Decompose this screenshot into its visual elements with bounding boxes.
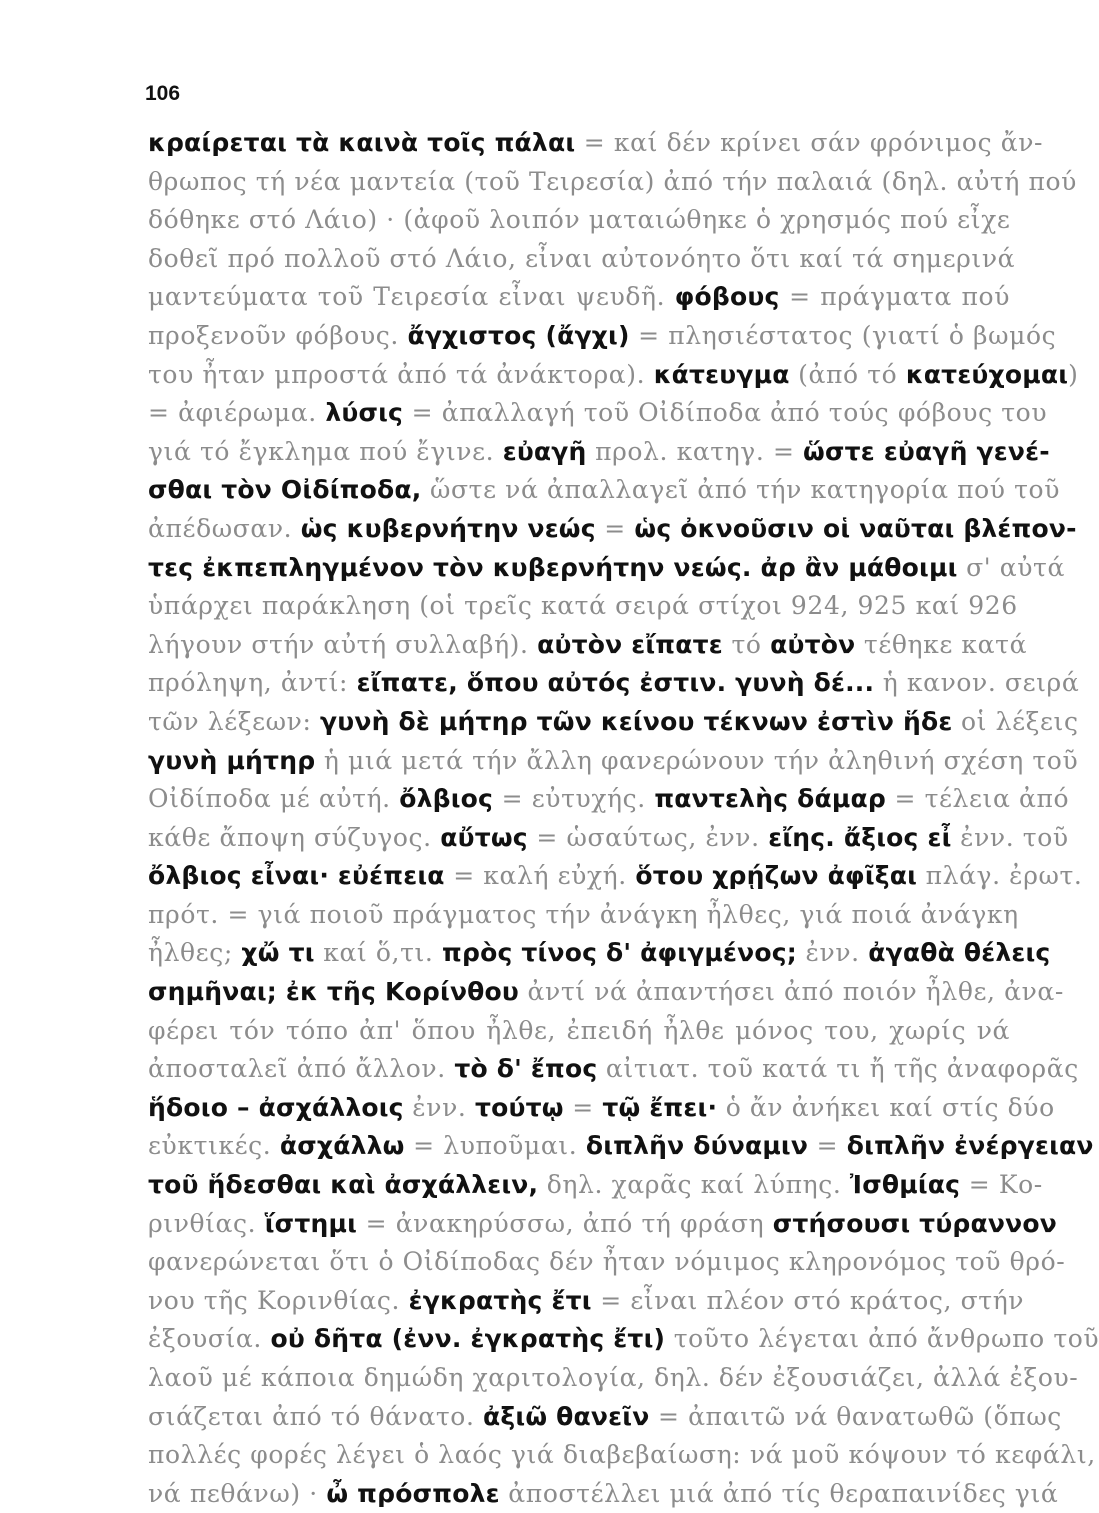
- lemma-term: ἐγκρατὴς ἔτι: [408, 1285, 592, 1315]
- lemma-term: διπλῆν δύναμιν: [585, 1131, 809, 1161]
- gloss-text: =: [563, 1092, 603, 1122]
- gloss-text: δόθηκε στό Λάιο) · (ἀφοῦ λοιπόν ματαιώθηκε ὁ χρησμός πού εἶχε: [148, 205, 1011, 235]
- gloss-text: φέρει τόν τόπο ἀπ' ὅπου ἦλθε, ἐπειδή ἦλθε μόνος του, χωρίς νά: [148, 1015, 1010, 1045]
- gloss-text: του ἦταν μπροστά ἀπό τά ἀνάκτορα).: [148, 359, 654, 389]
- gloss-text: = εἶναι πλέον στό κράτος, στήν: [591, 1285, 1025, 1315]
- gloss-text: δοθεῖ πρό πολλοῦ στό Λάιο, εἶναι αὐτονόητο ὅτι καί τά σημερινά: [148, 243, 1016, 273]
- lemma-term: ἀξιῶ θανεῖν: [483, 1401, 650, 1431]
- text-line: [148, 1243, 1066, 1282]
- text-line: [148, 240, 1016, 279]
- gloss-text: ἐξουσία.: [148, 1324, 271, 1354]
- gloss-text: τό: [722, 629, 771, 659]
- gloss-text: = καί δέν κρίνει σάν φρόνιμος ἄν-: [575, 128, 1044, 157]
- gloss-text: νου τῆς Κορινθίας.: [148, 1285, 409, 1315]
- gloss-text: = ἀπαιτῶ νά θανατωθῶ (ὅπως: [649, 1401, 1062, 1431]
- gloss-text: ἡ κανον. σειρά: [874, 668, 1080, 698]
- gloss-text: ἀποσταλεῖ ἀπό ἄλλον.: [148, 1054, 455, 1084]
- lemma-term: εἴπατε, ὅπου αὐτός ἐστιν. γυνὴ δέ...: [356, 668, 875, 698]
- lemma-term: γυνὴ δὲ μήτηρ τῶν κείνου τέκνων ἐστὶν ἥδε: [320, 706, 953, 736]
- gloss-text: ὁ ἄν ἀνήκει καί στίς δύο: [717, 1092, 1055, 1122]
- lemma-term: λύσις: [325, 398, 404, 428]
- lemma-term: τες ἐκπεπληγμένον τὸν κυβερνήτην νεώς. ἀρ ἂν μάθοιμι: [148, 552, 958, 582]
- text-line: [148, 356, 1079, 395]
- gloss-text: ἀπέδωσαν.: [148, 513, 301, 543]
- gloss-text: σιάζεται ἀπό τό θάνατο.: [148, 1401, 484, 1431]
- text-line: [148, 1475, 1059, 1513]
- gloss-text: καί ὅ,τι.: [314, 938, 442, 968]
- lemma-term: ἥδοιο – ἀσχάλλοις: [148, 1092, 404, 1122]
- lemma-term: ὅτου χρῄζων ἀφῖξαι: [635, 861, 918, 891]
- lemma-term: τούτῳ: [474, 1092, 564, 1122]
- text-line: [148, 934, 1051, 973]
- lemma-term: ὡς ὀκνοῦσιν οἱ ναῦται βλέπον-: [634, 513, 1077, 543]
- gloss-text: πολλές φορές λέγει ὁ λαός γιά διαβεβαίωση: νά μοῦ κόψουν τό κεφάλι,: [148, 1440, 1096, 1470]
- text-line: [148, 124, 1044, 163]
- text-line: [148, 973, 1064, 1012]
- text-line: [148, 278, 1010, 317]
- gloss-text: =: [808, 1131, 847, 1161]
- lemma-term: τῷ ἔπει·: [602, 1092, 718, 1122]
- lemma-term: αὐτὸν εἴπατε: [537, 629, 723, 659]
- gloss-text: = εὐτυχής.: [493, 784, 655, 814]
- text-line: [148, 1398, 1062, 1437]
- gloss-text: ): [1068, 359, 1079, 389]
- gloss-text: τοῦτο λέγεται ἀπό ἄνθρωπο τοῦ: [665, 1324, 1099, 1354]
- gloss-text: τέθηκε κατά: [855, 629, 1028, 659]
- lemma-term: τοῦ ἥδεσθαι καὶ ἀσχάλλειν,: [148, 1170, 539, 1200]
- lemma-term: ἄγχιστος (ἄγχι): [407, 320, 630, 350]
- lemma-term: ἀσχάλλω: [279, 1131, 405, 1161]
- gloss-text: εὐκτικές.: [148, 1131, 280, 1161]
- lemma-term: κατεύχομαι: [905, 359, 1069, 389]
- gloss-text: ἡ μιά μετά τήν ἄλλη φανερώνουν τήν ἀληθινή σχέση τοῦ: [315, 745, 1079, 775]
- gloss-text: μαντεύματα τοῦ Τειρεσία εἶναι ψευδῆ.: [148, 282, 675, 312]
- gloss-text: = πλησιέστατος (γιατί ὁ βωμός: [629, 320, 1057, 350]
- text-line: [148, 510, 1077, 549]
- gloss-text: ἐνν.: [796, 938, 869, 968]
- text-line: [148, 1012, 1010, 1051]
- gloss-text: = ὡσαύτως, ἐνν.: [527, 822, 769, 852]
- gloss-text: ἦλθες;: [148, 938, 242, 968]
- text-line: [148, 780, 1070, 819]
- commentary-text: [148, 124, 1099, 1513]
- lemma-term: εἴης. ἄξιος εἶ: [768, 822, 952, 852]
- gloss-text: ὥστε νά ἀπαλλαγεῖ ἀπό τήν κατηγορία πού τοῦ: [421, 475, 1061, 505]
- text-line: [148, 1050, 1079, 1089]
- lemma-term: στήσουσι τύραννον: [772, 1208, 1057, 1238]
- text-line: [148, 163, 1077, 202]
- lemma-term: οὐ δῆτα (ἐνν. ἐγκρατὴς ἔτι): [270, 1324, 666, 1354]
- text-line: [148, 703, 1079, 742]
- lemma-term: ἀγαθὰ θέλεις: [868, 938, 1051, 968]
- gloss-text: αἰτιατ. τοῦ κατά τι ἤ τῆς ἀναφορᾶς: [597, 1054, 1079, 1084]
- lemma-term: ὦ πρόσπολε: [326, 1478, 500, 1508]
- text-line: [148, 1089, 1055, 1128]
- lemma-term: ἵστημι: [264, 1208, 358, 1238]
- gloss-text: = πράγματα πού: [779, 282, 1011, 312]
- gloss-text: σ' αὐτά: [957, 552, 1065, 582]
- text-line: [148, 819, 1069, 858]
- gloss-text: πρόληψη, ἀντί:: [148, 668, 357, 698]
- gloss-text: λήγουν στήν αὐτή συλλαβή).: [148, 629, 538, 659]
- lemma-term: ὄλβιος εἶναι· εὐέπεια: [148, 861, 445, 891]
- text-line: [148, 664, 1080, 703]
- text-line: [148, 317, 1057, 356]
- gloss-text: λαοῦ μέ κάποια δημώδη χαριτολογία, δηλ. δέν ἐξουσιάζει, ἀλλά ἐξου-: [148, 1363, 1079, 1392]
- gloss-text: = ἀπαλλαγή τοῦ Οἰδίποδα ἀπό τούς φόβους του: [403, 398, 1048, 428]
- gloss-text: δηλ. χαρᾶς καί λύπης.: [538, 1170, 850, 1200]
- gloss-text: ρινθίας.: [148, 1208, 265, 1238]
- text-line: [148, 1436, 1096, 1475]
- gloss-text: = Κο-: [960, 1170, 1043, 1200]
- lemma-term: κραίρεται τὰ καινὰ τοῖς πάλαι: [148, 128, 576, 157]
- gloss-text: τῶν λέξεων:: [148, 706, 321, 736]
- gloss-text: προλ. κατηγ. =: [586, 436, 804, 466]
- text-line: [148, 471, 1061, 510]
- gloss-text: θρωπος τή νέα μαντεία (τοῦ Τειρεσία) ἀπό τήν παλαιά (δηλ. αὐτή πού: [148, 166, 1077, 196]
- gloss-text: = τέλεια ἀπό: [885, 784, 1070, 814]
- lemma-term: αὔτως: [440, 822, 528, 852]
- lemma-term: φόβους: [674, 282, 780, 312]
- gloss-text: = λυποῦμαι.: [404, 1131, 586, 1161]
- page-number: 106: [145, 82, 181, 105]
- lemma-term: ὥστε εὐαγῆ γενέ-: [803, 436, 1050, 466]
- text-line: [148, 549, 1065, 588]
- gloss-text: πρότ. = γιά ποιοῦ πράγματος τήν ἀνάγκη ἦλθες, γιά ποιά ἀνάγκη: [148, 899, 1019, 929]
- text-line: [148, 1359, 1079, 1398]
- lemma-term: χὤ τι: [241, 938, 315, 968]
- text-line: [148, 1127, 1094, 1166]
- gloss-text: νά πεθάνω) ·: [148, 1478, 327, 1508]
- gloss-text: ὑπάρχει παράκληση (οἱ τρεῖς κατά σειρά στίχοι 924, 925 καί 926: [148, 591, 1018, 621]
- text-line: [148, 201, 1010, 240]
- gloss-text: ἀποστέλλει μιά ἀπό τίς θεραπαινίδες γιά: [499, 1478, 1059, 1508]
- lemma-term: Ἰσθμίας: [849, 1170, 961, 1200]
- gloss-text: οἱ λέξεις: [952, 706, 1079, 736]
- text-line: [148, 1205, 1057, 1244]
- text-line: [148, 1166, 1043, 1205]
- lemma-term: αὐτὸν: [770, 629, 856, 659]
- text-line: [148, 626, 1028, 665]
- lemma-term: τὸ δ' ἔπος: [454, 1054, 598, 1084]
- text-line: [148, 587, 1018, 626]
- lemma-term: εὐαγῆ: [502, 436, 587, 466]
- gloss-text: = ἀνακηρύσσω, ἀπό τή φράση: [357, 1208, 773, 1238]
- gloss-text: γιά τό ἔγκλημα πού ἔγινε.: [148, 436, 503, 466]
- lemma-term: ὡς κυβερνήτην νεώς: [300, 513, 596, 543]
- lemma-term: γυνὴ μήτηρ: [148, 745, 316, 775]
- lemma-term: σημῆναι; ἐκ τῆς Κορίνθου: [148, 977, 520, 1007]
- lemma-term: πρὸς τίνος δ' ἀφιγμένος;: [442, 938, 797, 968]
- gloss-text: φανερώνεται ὅτι ὁ Οἰδίποδας δέν ἦταν νόμιμος κληρονόμος τοῦ θρό-: [148, 1247, 1066, 1277]
- text-line: [148, 1282, 1025, 1321]
- lemma-term: παντελὴς δάμαρ: [654, 784, 886, 814]
- gloss-text: πλάγ. ἐρωτ.: [917, 861, 1083, 891]
- text-line: [148, 857, 1083, 896]
- gloss-text: =: [595, 513, 635, 543]
- gloss-text: Οἰδίποδα μέ αὐτή.: [148, 784, 400, 814]
- text-line: [148, 742, 1079, 781]
- text-line: [148, 1320, 1099, 1359]
- text-line: [148, 433, 1050, 472]
- lemma-term: κάτευγμα: [653, 359, 790, 389]
- gloss-text: κάθε ἄποψη σύζυγος.: [148, 822, 441, 852]
- lemma-term: σθαι τὸν Οἰδίποδα,: [148, 475, 422, 505]
- text-line: [148, 394, 1048, 433]
- lemma-term: διπλῆν ἐνέργειαν: [846, 1131, 1094, 1161]
- gloss-text: ἐνν.: [403, 1092, 475, 1122]
- text-line: [148, 896, 1019, 935]
- gloss-text: ἐνν. τοῦ: [951, 822, 1069, 852]
- lemma-term: ὄλβιος: [399, 784, 494, 814]
- gloss-text: ἀντί νά ἀπαντήσει ἀπό ποιόν ἦλθε, ἀνα-: [519, 977, 1064, 1007]
- gloss-text: προξενοῦν φόβους.: [148, 320, 408, 350]
- gloss-text: = καλή εὐχή.: [444, 861, 636, 891]
- gloss-text: = ἀφιέρωμα.: [148, 398, 326, 428]
- gloss-text: (ἀπό τό: [789, 359, 906, 389]
